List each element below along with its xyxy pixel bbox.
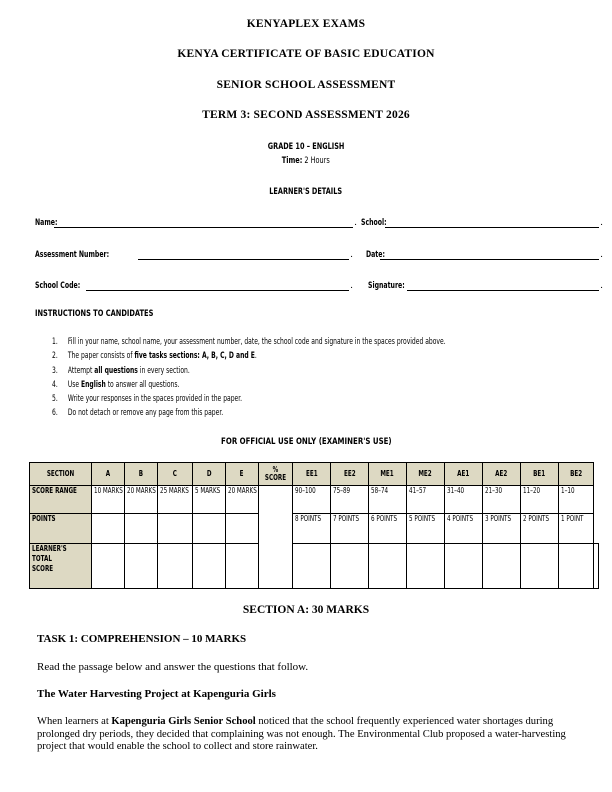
- name-field[interactable]: Name: .: [35, 218, 357, 228]
- section-a-title: SECTION A: 30 MARKS: [242, 604, 370, 616]
- total-score-row: [30, 544, 599, 589]
- name-label: Name:: [35, 218, 58, 228]
- term-title: TERM 3: SECOND ASSESSMENT 2026: [202, 109, 410, 121]
- table-cell: 41–57: [407, 486, 445, 514]
- total-cell[interactable]: [369, 544, 407, 589]
- header-cell: % SCORE: [259, 463, 293, 486]
- instruction-item: 6. Do not detach or remove any page from this paper.: [52, 407, 224, 418]
- table-cell: 7 POINTS: [331, 514, 369, 544]
- instruction-item: 5. Write your responses in the spaces provided in the paper.: [52, 393, 243, 404]
- signature-field[interactable]: Signature: .: [368, 281, 603, 291]
- total-cell[interactable]: [125, 544, 158, 589]
- row-label: LEARNER'S TOTAL SCORE: [30, 544, 92, 589]
- assessment-title: SENIOR SCHOOL ASSESSMENT: [216, 79, 396, 91]
- school-line[interactable]: [385, 217, 600, 228]
- total-cell[interactable]: [92, 544, 125, 589]
- total-cell[interactable]: [158, 544, 193, 589]
- table-cell: 90–100: [293, 486, 331, 514]
- table-cell: 21–30: [483, 486, 521, 514]
- name-line[interactable]: [54, 217, 353, 228]
- table-cell: 11–20: [521, 486, 559, 514]
- score-cell-a[interactable]: [92, 514, 125, 544]
- header-cell: BE1: [521, 463, 559, 486]
- school-label: School:: [361, 218, 387, 228]
- header-cell: C: [158, 463, 193, 486]
- date-line[interactable]: [380, 249, 599, 260]
- table-cell: 5 POINTS: [407, 514, 445, 544]
- points-row: [30, 514, 599, 544]
- score-cell-d[interactable]: [193, 514, 226, 544]
- table-cell: 1 POINT: [559, 514, 594, 544]
- table-cell: 4 POINTS: [445, 514, 483, 544]
- total-cell[interactable]: [331, 544, 369, 589]
- total-cell[interactable]: [483, 544, 521, 589]
- header-cell: B: [125, 463, 158, 486]
- subject-text: GRADE 10 – ENGLISH: [267, 141, 345, 151]
- total-cell[interactable]: [594, 544, 599, 589]
- table-cell: 6 POINTS: [369, 514, 407, 544]
- score-cell-e[interactable]: [226, 514, 259, 544]
- learner-details-text: LEARNER'S DETAILS: [269, 186, 343, 196]
- instruction-item: 3. Attempt all questions in every section.: [52, 364, 190, 375]
- subject-line: [0, 141, 612, 151]
- passage-paragraph: When learners at Kapenguria Girls Senior School noticed that the school frequently experienced water shortages during prolonged dry periods, they decided that complaining was not enough. The Environmental Club proposed a water-harvesting project that would enable the school to collect and store rainwater.: [37, 716, 566, 753]
- table-cell: 58–74: [369, 486, 407, 514]
- table-cell: 3 POINTS: [483, 514, 521, 544]
- header-cell: D: [193, 463, 226, 486]
- school-code-field[interactable]: School Code: .: [35, 281, 353, 291]
- row-label: POINTS: [30, 514, 92, 544]
- instruction-item: 4. Use English to answer all questions.: [52, 378, 180, 389]
- table-cell: 75–89: [331, 486, 369, 514]
- percent-score-cell[interactable]: [259, 486, 293, 589]
- fields-row-3: [35, 277, 603, 291]
- total-cell[interactable]: [193, 544, 226, 589]
- header-cell: ME2: [407, 463, 445, 486]
- time-label: Time:: [281, 155, 303, 165]
- date-label: Date:: [366, 250, 385, 260]
- time-line: [0, 155, 612, 165]
- signature-line[interactable]: [407, 280, 599, 291]
- assessment-number-line[interactable]: [138, 249, 349, 260]
- row-label: SCORE RANGE: [30, 486, 92, 514]
- table-cell: 10 MARKS: [92, 486, 125, 514]
- official-use-heading: [0, 437, 612, 447]
- task1-heading: TASK 1: COMPREHENSION – 10 MARKS: [37, 633, 247, 645]
- header-cell: E: [226, 463, 259, 486]
- total-cell[interactable]: [407, 544, 445, 589]
- header-cell: EE1: [293, 463, 331, 486]
- header-cell: A: [92, 463, 125, 486]
- table-cell: 1–10: [559, 486, 594, 514]
- date-field[interactable]: Date: .: [366, 250, 603, 260]
- table-cell: 5 MARKS: [193, 486, 226, 514]
- instruction-item: 1. Fill in your name, school name, your assessment number, date, the school code and signature in the spaces provided above.: [52, 336, 446, 346]
- table-cell: 25 MARKS: [158, 486, 193, 514]
- score-range-row: [30, 486, 599, 514]
- official-use-text: FOR OFFICIAL USE ONLY (EXAMINER'S USE): [220, 437, 392, 447]
- task1-instruction: Read the passage below and answer the questions that follow.: [37, 661, 309, 673]
- assessment-number-label: Assessment Number:: [35, 250, 110, 260]
- instruction-item: 2. The paper consists of five tasks sections: A, B, C, D and E.: [52, 350, 257, 361]
- certificate-title: KENYA CERTIFICATE OF BASIC EDUCATION: [177, 48, 435, 60]
- table-cell: 8 POINTS: [293, 514, 331, 544]
- exam-body-title: KENYAPLEX EXAMS: [246, 18, 366, 30]
- instructions-title: INSTRUCTIONS TO CANDIDATES: [35, 309, 154, 319]
- fields-row-2: [35, 246, 603, 260]
- header-cell: EE2: [331, 463, 369, 486]
- school-code-label: School Code:: [35, 281, 81, 291]
- signature-label: Signature:: [368, 281, 405, 291]
- time-value: 2 Hours: [304, 155, 330, 165]
- table-cell: 2 POINTS: [521, 514, 559, 544]
- score-cell-b[interactable]: [125, 514, 158, 544]
- score-cell-c[interactable]: [158, 514, 193, 544]
- total-cell[interactable]: [521, 544, 559, 589]
- header-cell: AE1: [445, 463, 483, 486]
- header-cell: AE2: [483, 463, 521, 486]
- table-cell: 31–40: [445, 486, 483, 514]
- table-header-row: [30, 463, 599, 486]
- fields-row-1: [35, 214, 603, 228]
- official-use-table: [29, 462, 599, 589]
- assessment-number-field[interactable]: Assessment Number: .: [35, 250, 353, 260]
- learner-details-heading: [0, 186, 612, 196]
- total-cell[interactable]: [226, 544, 259, 589]
- table-cell: 20 MARKS: [226, 486, 259, 514]
- header-cell: BE2: [559, 463, 594, 486]
- total-cell[interactable]: [559, 544, 594, 589]
- total-cell[interactable]: [293, 544, 331, 589]
- header-cell: ME1: [369, 463, 407, 486]
- passage-title: The Water Harvesting Project at Kapenguria Girls: [37, 688, 276, 700]
- header-cell: SECTION: [30, 463, 92, 486]
- instructions-list: [52, 336, 599, 422]
- school-field[interactable]: School: .: [361, 218, 603, 228]
- table-cell: 20 MARKS: [125, 486, 158, 514]
- school-code-line[interactable]: [86, 280, 349, 291]
- total-cell[interactable]: [445, 544, 483, 589]
